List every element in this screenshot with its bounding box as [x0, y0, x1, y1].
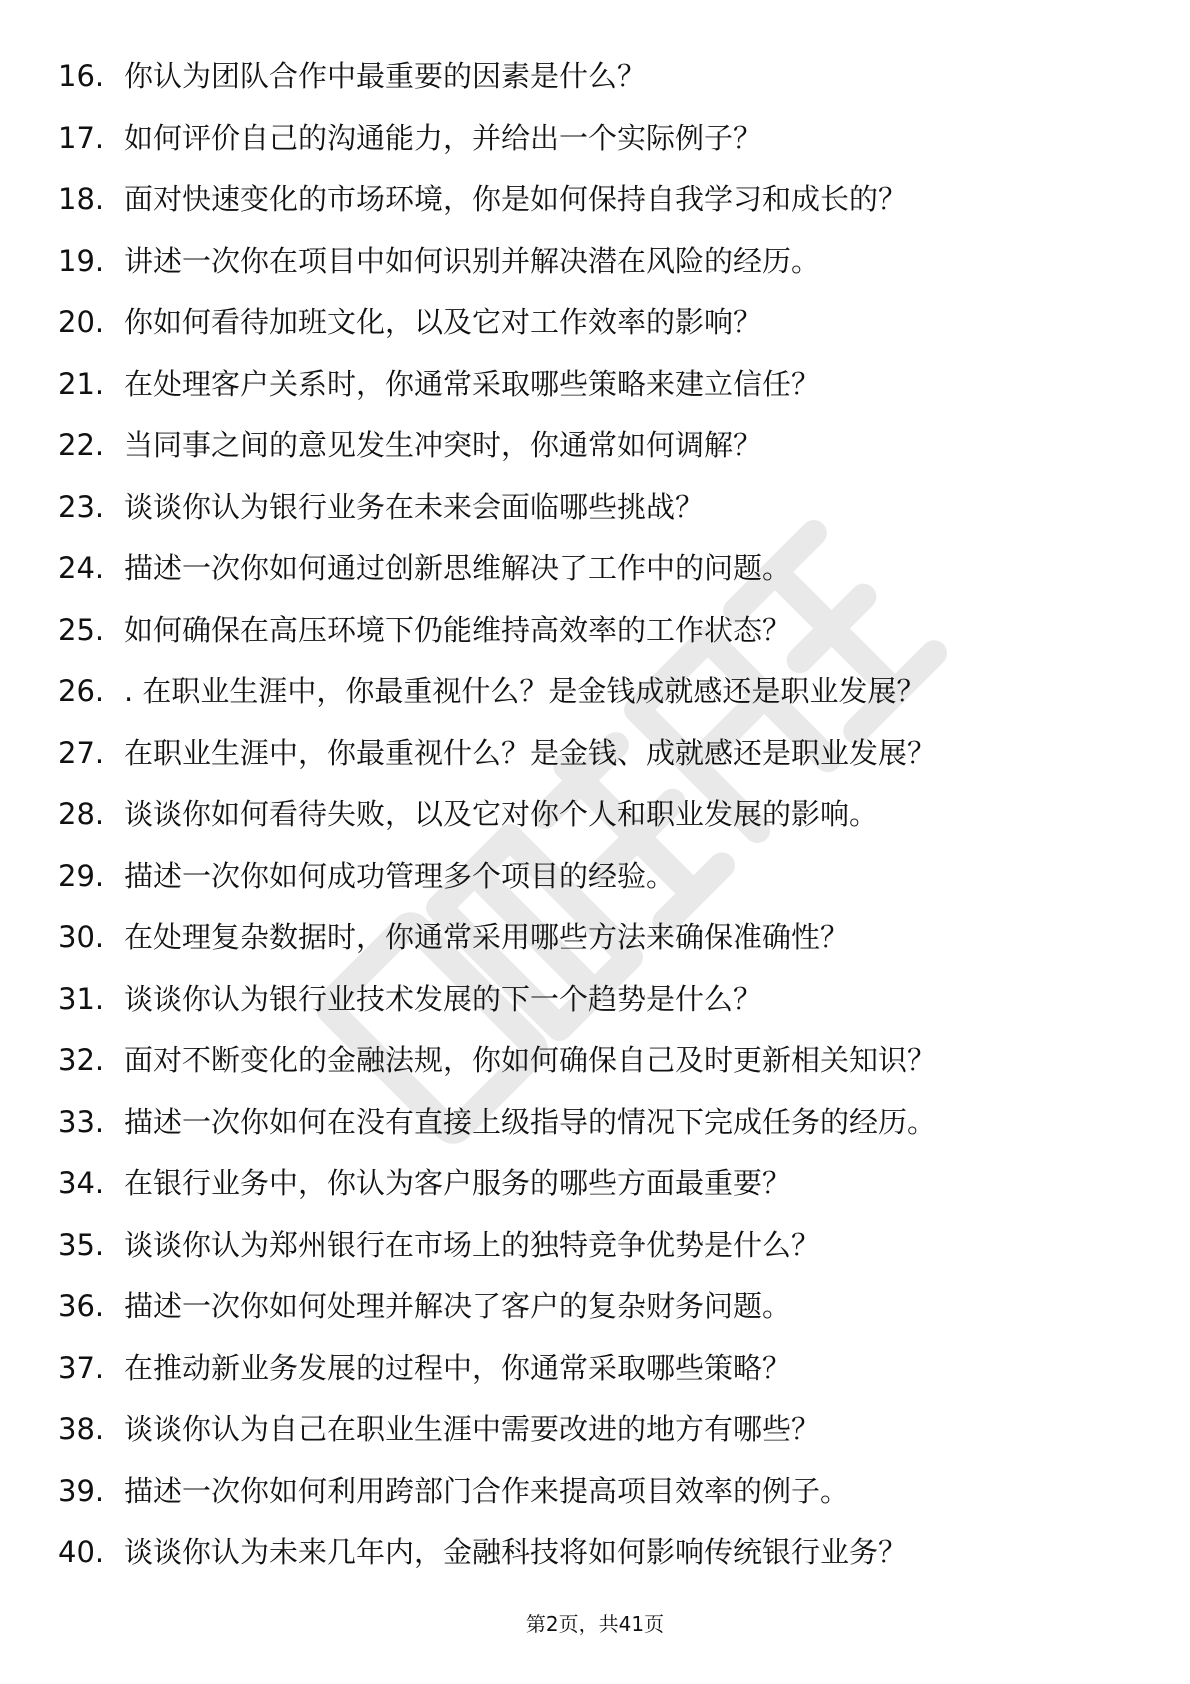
question-number: 18. — [58, 182, 105, 217]
question-text: 谈谈你认为郑州银行在市场上的独特竞争优势是什么？ — [124, 1227, 821, 1262]
question-text: 谈谈你认为自己在职业生涯中需要改进的地方有哪些？ — [124, 1412, 821, 1447]
question-number: 16. — [58, 59, 105, 94]
question-number: 38. — [58, 1412, 105, 1447]
question-number: 33. — [58, 1104, 105, 1139]
question-text: 描述一次你如何处理并解决了客户的复杂财务问题。 — [124, 1289, 792, 1324]
question-number: 23. — [58, 489, 105, 524]
question-item — [58, 1338, 1158, 1400]
question-item — [58, 907, 1158, 969]
question-item — [58, 1153, 1158, 1215]
question-item — [58, 46, 1158, 108]
question-number: 22. — [58, 428, 105, 463]
question-text: 描述一次你如何利用跨部门合作来提高项目效率的例子。 — [124, 1473, 850, 1508]
question-item — [58, 1215, 1158, 1277]
question-number: 21. — [58, 366, 105, 401]
question-item — [58, 1276, 1158, 1338]
question-item — [58, 1522, 1158, 1584]
question-text: 谈谈你认为银行业技术发展的下一个趋势是什么？ — [124, 981, 763, 1016]
question-item — [58, 538, 1158, 600]
question-number: 31. — [58, 981, 105, 1016]
question-number: 19. — [58, 243, 105, 278]
question-item — [58, 292, 1158, 354]
question-number: 34. — [58, 1166, 105, 1201]
question-text: 在银行业务中，你认为客户服务的哪些方面最重要？ — [124, 1166, 792, 1201]
question-text: 当同事之间的意见发生冲突时，你通常如何调解？ — [124, 428, 763, 463]
question-item — [58, 784, 1158, 846]
question-text: 谈谈你认为银行业务在未来会面临哪些挑战？ — [124, 489, 705, 524]
question-item — [58, 477, 1158, 539]
question-text: 谈谈你如何看待失败，以及它对你个人和职业发展的影响。 — [124, 797, 879, 832]
question-item — [58, 969, 1158, 1031]
question-item — [58, 169, 1158, 231]
question-text: 描述一次你如何通过创新思维解决了工作中的问题。 — [124, 551, 792, 586]
question-number: 27. — [58, 735, 105, 770]
question-text: 如何确保在高压环境下仍能维持高效率的工作状态？ — [124, 612, 792, 647]
question-item — [58, 600, 1158, 662]
question-number: 29. — [58, 858, 105, 893]
question-number: 37. — [58, 1350, 105, 1385]
question-text: 在处理复杂数据时，你通常采用哪些方法来确保准确性？ — [124, 920, 850, 955]
question-item — [58, 1030, 1158, 1092]
question-text: 描述一次你如何成功管理多个项目的经验。 — [124, 858, 676, 893]
question-text: 你如何看待加班文化，以及它对工作效率的影响？ — [124, 305, 763, 340]
question-number: 36. — [58, 1289, 105, 1324]
question-text: 面对不断变化的金融法规，你如何确保自己及时更新相关知识？ — [124, 1043, 937, 1078]
question-item — [58, 1092, 1158, 1154]
question-item — [58, 661, 1158, 723]
question-list — [58, 46, 1158, 1584]
question-text: 讲述一次你在项目中如何识别并解决潜在风险的经历。 — [124, 243, 821, 278]
question-text: . 在职业生涯中，你最重视什么？是金钱成就感还是职业发展？ — [124, 674, 926, 709]
question-number: 39. — [58, 1473, 105, 1508]
question-item — [58, 1399, 1158, 1461]
question-number: 28. — [58, 797, 105, 832]
question-text: 你认为团队合作中最重要的因素是什么？ — [124, 59, 647, 94]
question-item — [58, 723, 1158, 785]
question-text: 在处理客户关系时，你通常采取哪些策略来建立信任？ — [124, 366, 821, 401]
question-text: 在推动新业务发展的过程中，你通常采取哪些策略？ — [124, 1350, 792, 1385]
question-text: 在职业生涯中，你最重视什么？是金钱、成就感还是职业发展？ — [124, 735, 937, 770]
question-text: 谈谈你认为未来几年内，金融科技将如何影响传统银行业务？ — [124, 1535, 908, 1570]
question-number: 17. — [58, 120, 105, 155]
question-number: 26. — [58, 674, 105, 709]
question-item — [58, 231, 1158, 293]
question-item — [58, 354, 1158, 416]
question-number: 35. — [58, 1227, 105, 1262]
question-number: 25. — [58, 612, 105, 647]
question-number: 30. — [58, 920, 105, 955]
page-footer — [0, 1608, 1190, 1637]
question-item — [58, 1461, 1158, 1523]
question-item — [58, 846, 1158, 908]
question-number: 20. — [58, 305, 105, 340]
question-text: 如何评价自己的沟通能力，并给出一个实际例子？ — [124, 120, 763, 155]
question-item — [58, 108, 1158, 170]
question-number: 24. — [58, 551, 105, 586]
question-item — [58, 415, 1158, 477]
question-number: 32. — [58, 1043, 105, 1078]
question-number: 40. — [58, 1535, 105, 1570]
question-text: 描述一次你如何在没有直接上级指导的情况下完成任务的经历。 — [124, 1104, 937, 1139]
page-number-label: 第2页，共41页 — [525, 1612, 665, 1636]
question-text: 面对快速变化的市场环境，你是如何保持自我学习和成长的？ — [124, 182, 908, 217]
